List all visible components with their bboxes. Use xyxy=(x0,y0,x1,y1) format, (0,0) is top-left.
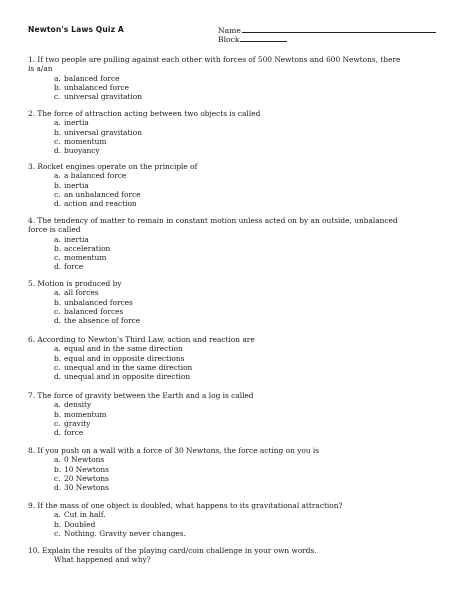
option-letter: c. xyxy=(54,253,61,263)
option-text: Cut in half. xyxy=(64,510,106,520)
option xyxy=(28,171,446,180)
option xyxy=(28,199,446,208)
question-8 xyxy=(28,446,446,492)
option-letter: c. xyxy=(54,189,61,199)
options-list xyxy=(28,510,446,538)
option-letter: b. xyxy=(54,243,62,253)
option-text: momentum xyxy=(64,253,107,263)
question-stem: 3. Rocket engines operate on the principle of xyxy=(28,162,198,171)
option-text: density xyxy=(64,400,92,410)
option-letter: d. xyxy=(54,483,62,493)
option xyxy=(28,262,446,271)
option-letter: a. xyxy=(54,73,61,83)
option xyxy=(28,235,446,244)
option xyxy=(28,83,446,92)
option xyxy=(28,344,446,353)
option-letter: b. xyxy=(54,127,62,137)
option xyxy=(28,354,446,363)
option-letter: c. xyxy=(54,418,61,428)
question-stem-continued: force is called xyxy=(28,225,81,235)
option-text: 10 Newtons xyxy=(64,464,109,474)
question-4 xyxy=(28,216,446,272)
option-letter: d. xyxy=(54,316,62,326)
option-text: a balanced force xyxy=(64,171,127,181)
option xyxy=(28,372,446,381)
question-stem: 4. The tendency of matter to remain in constant motion unless acted on by an outside, unbalanced xyxy=(28,216,398,225)
question-10 xyxy=(28,546,446,565)
option-text: an unbalanced force xyxy=(64,189,141,199)
options-list xyxy=(28,235,446,272)
option-text: 30 Newtons xyxy=(64,483,109,493)
option-text: momentum xyxy=(64,136,107,146)
option-text: unbalanced forces xyxy=(64,297,133,307)
question-stem-continued: is a/an xyxy=(28,64,53,74)
option-text: 20 Newtons xyxy=(64,473,109,483)
option-letter: c. xyxy=(54,528,61,538)
question-stem: 7. The force of gravity between the Earth and a log is called xyxy=(28,391,254,400)
option-letter: d. xyxy=(54,372,62,382)
option xyxy=(28,92,446,101)
question-stem: 1. If two people are pulling against each other with forces of 500 Newtons and 600 Newtons, there xyxy=(28,55,401,64)
options-list xyxy=(28,171,446,208)
option-letter: a. xyxy=(54,171,61,181)
option-letter: d. xyxy=(54,199,62,209)
options-list xyxy=(28,455,446,492)
question-stem: 9. If the mass of one object is doubled, what happens to its gravitational attraction? xyxy=(28,501,343,510)
option-text: equal and in the same direction xyxy=(64,344,183,354)
question-7 xyxy=(28,391,446,437)
question-stem: 10. Explain the results of the playing card/coin challenge in your own words. xyxy=(28,546,317,555)
name-blank-line[interactable] xyxy=(242,25,436,33)
option-text: inertia xyxy=(64,118,89,128)
option xyxy=(28,288,446,297)
question-1 xyxy=(28,55,446,101)
option-letter: a. xyxy=(54,344,61,354)
options-list xyxy=(28,74,446,102)
option xyxy=(28,529,446,538)
option xyxy=(28,298,446,307)
question-stem: 8. If you push on a wall with a force of 30 Newtons, the force acting on you is xyxy=(28,446,320,455)
option-text: unequal and in the same direction xyxy=(64,362,193,372)
options-list xyxy=(28,288,446,325)
question-stem: 2. The force of attraction acting between two objects is called xyxy=(28,109,261,118)
option-letter: c. xyxy=(54,306,61,316)
option-text: gravity xyxy=(64,418,91,428)
option-letter: c. xyxy=(54,362,61,372)
option-text: momentum xyxy=(64,409,107,419)
option-text: force xyxy=(64,262,84,272)
block-field xyxy=(218,34,287,44)
option-text: inertia xyxy=(64,180,89,190)
option xyxy=(28,118,446,127)
option xyxy=(28,428,446,437)
question-stem-continued: What happened and why? xyxy=(54,555,151,565)
option xyxy=(28,253,446,262)
option-letter: a. xyxy=(54,118,61,128)
option xyxy=(28,465,446,474)
quiz-title: Newton's Laws Quiz A xyxy=(28,25,124,34)
option-letter: b. xyxy=(54,180,62,190)
options-list xyxy=(28,344,446,381)
name-label: Name xyxy=(218,26,241,35)
option-text: buoyancy xyxy=(64,146,100,156)
option-text: 0 Newtons xyxy=(64,455,105,465)
option xyxy=(28,410,446,419)
option-letter: d. xyxy=(54,262,62,272)
option-letter: b. xyxy=(54,297,62,307)
option-text: Nothing. Gravity never changes. xyxy=(64,528,186,538)
option-text: force xyxy=(64,428,84,438)
options-list xyxy=(28,400,446,437)
option-text: equal and in opposite directions xyxy=(64,353,185,363)
option xyxy=(28,307,446,316)
option xyxy=(28,474,446,483)
option-letter: b. xyxy=(54,353,62,363)
block-label: Block xyxy=(218,35,240,44)
option-text: acceleration xyxy=(64,243,111,253)
option xyxy=(28,400,446,409)
option-letter: d. xyxy=(54,428,62,438)
option-text: all forces xyxy=(64,288,99,298)
option xyxy=(28,510,446,519)
option-letter: b. xyxy=(54,464,62,474)
option-letter: b. xyxy=(54,82,62,92)
question-9 xyxy=(28,501,446,538)
option-text: the absence of force xyxy=(64,316,141,326)
option-letter: a. xyxy=(54,455,61,465)
question-6 xyxy=(28,335,446,381)
option-text: balanced forces xyxy=(64,306,124,316)
option-letter: b. xyxy=(54,409,62,419)
option-letter: d. xyxy=(54,146,62,156)
option-letter: c. xyxy=(54,136,61,146)
option-text: universal gravitation xyxy=(64,127,143,137)
question-3 xyxy=(28,162,446,208)
option-letter: a. xyxy=(54,234,61,244)
question-stem: 6. According to Newton's Third Law, action and reaction are xyxy=(28,335,255,344)
option-text: action and reaction xyxy=(64,199,137,209)
option-letter: c. xyxy=(54,473,61,483)
option xyxy=(28,137,446,146)
option-text: unbalanced force xyxy=(64,82,130,92)
option xyxy=(28,128,446,137)
option-letter: a. xyxy=(54,510,61,520)
option xyxy=(28,419,446,428)
option xyxy=(28,316,446,325)
option xyxy=(28,244,446,253)
option-text: inertia xyxy=(64,234,89,244)
option-text: universal gravitation xyxy=(64,92,143,102)
option xyxy=(28,74,446,83)
question-2 xyxy=(28,109,446,155)
option-letter: a. xyxy=(54,288,61,298)
block-blank-line[interactable] xyxy=(240,34,287,42)
option-text: unequal and in opposite direction xyxy=(64,372,191,382)
question-5 xyxy=(28,279,446,325)
option xyxy=(28,455,446,464)
option-text: balanced force xyxy=(64,73,120,83)
option xyxy=(28,181,446,190)
option xyxy=(28,190,446,199)
option xyxy=(28,483,446,492)
question-stem: 5. Motion is produced by xyxy=(28,279,122,288)
option-letter: b. xyxy=(54,519,62,529)
options-list xyxy=(28,118,446,155)
option-text: Doubled xyxy=(64,519,96,529)
option xyxy=(28,146,446,155)
option xyxy=(28,520,446,529)
option xyxy=(28,363,446,372)
option-letter: a. xyxy=(54,400,61,410)
option-letter: c. xyxy=(54,92,61,102)
